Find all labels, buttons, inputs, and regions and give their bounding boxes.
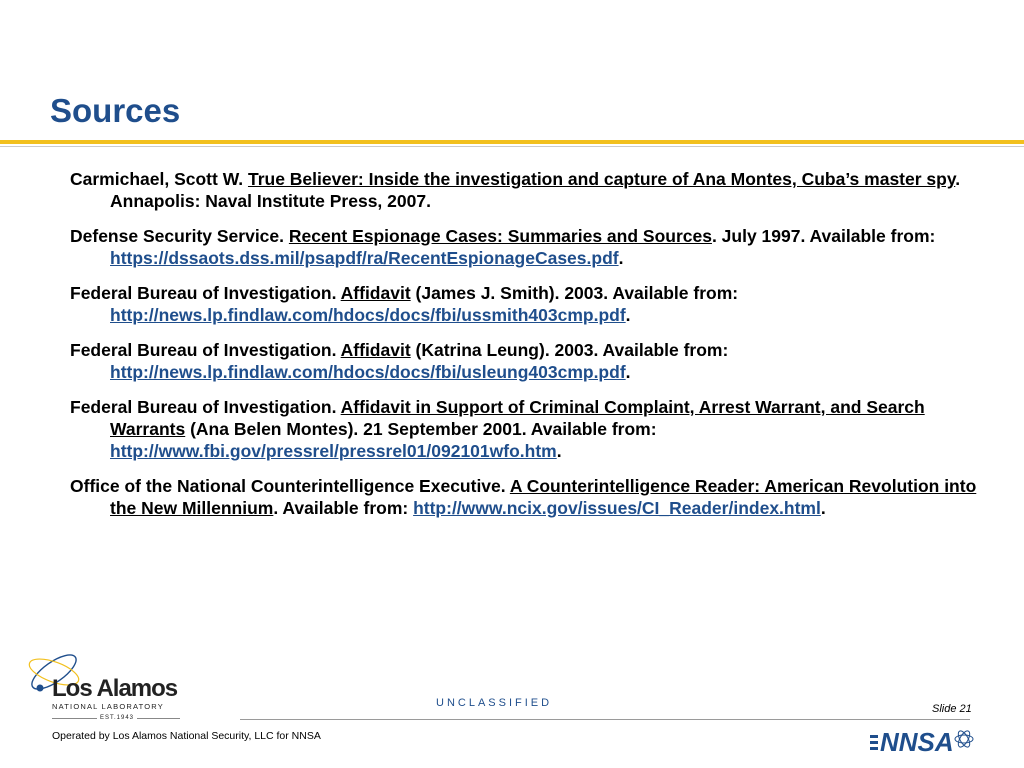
- ref-author: Federal Bureau of Investigation.: [70, 283, 341, 303]
- ref-end: .: [556, 441, 562, 461]
- ref-title: Recent Espionage Cases: Summaries and Sources: [288, 226, 712, 246]
- reference-item: [70, 168, 980, 212]
- reference-item: [70, 282, 980, 326]
- references-list: [70, 168, 980, 532]
- ref-title: A Counterintelligence Reader: American Revolution into the New Millennium: [110, 476, 977, 518]
- ref-end: .: [625, 362, 631, 382]
- ref-end: .: [820, 498, 826, 518]
- ref-details: . July 1997. Available from:: [711, 226, 936, 246]
- ref-link[interactable]: https://dssaots.dss.mil/psapdf/ra/RecentEspionageCases.pdf: [110, 248, 619, 268]
- ref-author: Federal Bureau of Investigation.: [70, 397, 341, 417]
- ref-details: (Katrina Leung). 2003. Available from:: [410, 340, 729, 360]
- reference-item: [70, 396, 980, 462]
- slide-title: Sources: [50, 92, 181, 129]
- slide-number: Slide 21: [932, 703, 972, 715]
- ref-end: .: [625, 305, 631, 325]
- classification-label: UNCLASSIFIED: [436, 697, 553, 709]
- logo-est: EST.1943: [97, 715, 137, 721]
- ref-link[interactable]: http://news.lp.findlaw.com/hdocs/docs/fbi/usleung403cmp.pdf: [110, 362, 626, 382]
- ref-end: .: [618, 248, 624, 268]
- logo-name: Los Alamos: [52, 675, 178, 702]
- operated-by-text: Operated by Los Alamos National Security, LLC for NNSA: [52, 730, 321, 742]
- ref-link[interactable]: http://www.fbi.gov/pressrel/pressrel01/092101wfo.htm: [110, 441, 557, 461]
- ref-author: Defense Security Service.: [70, 226, 289, 246]
- ref-title: Affidavit in Support of Criminal Complaint, Arrest Warrant, and Search Warrants: [110, 397, 925, 439]
- reference-item: [70, 339, 980, 383]
- ref-author: Carmichael, Scott W.: [70, 169, 248, 189]
- reference-item: [70, 475, 980, 519]
- los-alamos-logo: [22, 648, 192, 730]
- nnsa-text: NNSA: [880, 727, 954, 757]
- ref-title: Affidavit: [340, 283, 411, 303]
- title-rule-gold: [0, 140, 1024, 144]
- nnsa-logo: [870, 725, 980, 757]
- ref-details: (James J. Smith). 2003. Available from:: [410, 283, 739, 303]
- ref-author: Federal Bureau of Investigation.: [70, 340, 341, 360]
- footer-rule: [240, 719, 970, 720]
- nnsa-logo-icon: [870, 725, 980, 757]
- ref-link[interactable]: http://news.lp.findlaw.com/hdocs/docs/fbi/ussmith403cmp.pdf: [110, 305, 626, 325]
- ref-title: Affidavit: [340, 340, 411, 360]
- title-rule-gray: [0, 146, 1024, 147]
- ref-title: True Believer: Inside the investigation and capture of Ana Montes, Cuba’s master spy: [247, 169, 956, 189]
- reference-item: [70, 225, 980, 269]
- ref-details: . Annapolis: Naval Institute Press, 2007.: [110, 169, 961, 211]
- ref-details: (Ana Belen Montes). 21 September 2001. Available from:: [185, 419, 657, 439]
- ref-author: Office of the National Counterintelligence Executive.: [70, 476, 510, 496]
- logo-subtitle: NATIONAL LABORATORY: [52, 702, 164, 711]
- ref-link[interactable]: http://www.ncix.gov/issues/CI_Reader/index.html: [413, 498, 821, 518]
- ref-details: . Available from:: [273, 498, 414, 518]
